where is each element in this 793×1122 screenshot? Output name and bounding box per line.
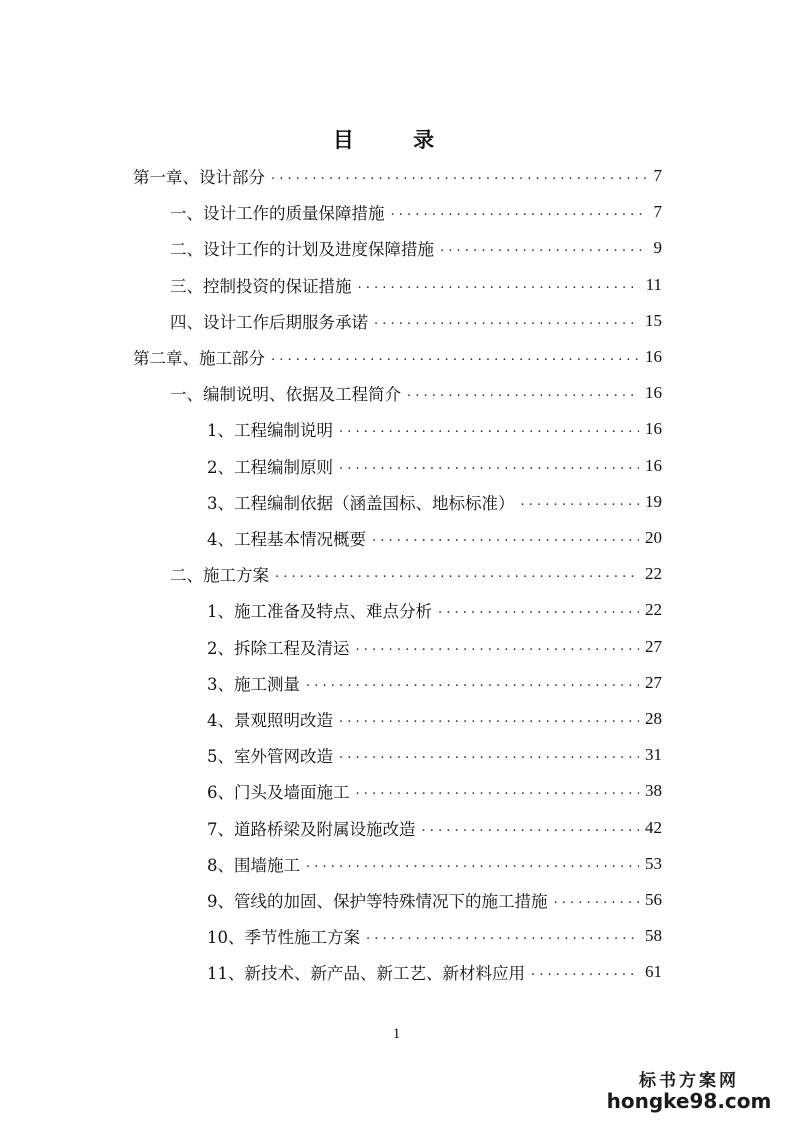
- toc-entry[interactable]: [207, 411, 662, 447]
- toc-entry[interactable]: [170, 194, 662, 230]
- toc-entry-page: 9: [653, 238, 662, 258]
- toc-entry-label: 二、设计工作的计划及进度保障措施: [170, 240, 434, 260]
- toc-dot-leader: [374, 303, 639, 339]
- toc-entry-page: 22: [645, 600, 662, 620]
- watermark-title: 标书方案网: [639, 1071, 739, 1091]
- toc-entry-label: 9、管线的加固、保护等特殊情况下的施工措施: [207, 892, 548, 911]
- toc-dot-leader: [271, 339, 639, 375]
- toc-dot-leader: [372, 520, 639, 556]
- toc-entry-label: 4、工程基本情况概要: [207, 530, 366, 549]
- toc-entry-label: 第二章、施工部分: [133, 349, 265, 368]
- toc-dot-leader: [275, 556, 639, 592]
- toc-entry-label: 三、控制投资的保证措施: [170, 276, 352, 296]
- toc-dot-leader: [339, 737, 639, 773]
- toc-entry[interactable]: [207, 918, 662, 954]
- toc-entry-page: 16: [645, 419, 662, 439]
- toc-entry-label: 1、工程编制说明: [207, 421, 333, 441]
- toc-dot-leader: [339, 411, 639, 447]
- toc-entry[interactable]: [207, 954, 662, 990]
- toc-dot-leader: [366, 918, 639, 954]
- toc-entry[interactable]: [133, 339, 662, 375]
- toc-dot-leader: [521, 484, 640, 520]
- toc-entry-page: 61: [645, 962, 662, 982]
- toc-entry-label: 1、施工准备及特点、难点分析: [207, 602, 432, 622]
- toc-dot-leader: [438, 592, 639, 628]
- toc-entry-page: 42: [645, 817, 662, 837]
- toc-entry-page: 16: [645, 383, 662, 403]
- toc-entry[interactable]: [207, 448, 662, 484]
- toc-entry-label: 4、景观照明改造: [207, 711, 333, 730]
- toc-entry[interactable]: [170, 230, 662, 266]
- toc-entry-label: 一、设计工作的质量保障措施: [170, 204, 385, 224]
- toc-entry[interactable]: [133, 158, 662, 194]
- toc-entry-page: 58: [645, 926, 662, 946]
- toc-entry-label: 二、施工方案: [170, 566, 269, 586]
- toc-entry-page: 22: [645, 564, 662, 584]
- toc-dot-leader: [554, 882, 640, 918]
- toc-entry-label: 8、围墙施工: [207, 855, 300, 875]
- page-number: 1: [392, 1026, 401, 1042]
- toc-entry-page: 15: [645, 310, 662, 330]
- toc-entry[interactable]: [207, 665, 662, 701]
- watermark-url: hongke98.com: [606, 1089, 772, 1113]
- toc-entry-label: 2、拆除工程及清运: [207, 638, 350, 658]
- toc-entry[interactable]: [207, 484, 662, 520]
- toc-entry-label: 3、工程编制依据（涵盖国标、地标标准）: [207, 493, 515, 513]
- toc-entry[interactable]: [207, 773, 662, 809]
- toc-entry[interactable]: [170, 267, 662, 303]
- toc-dot-leader: [271, 158, 648, 194]
- toc-entry-page: 28: [645, 709, 662, 728]
- toc-entry-label: 11、新技术、新产品、新工艺、新材料应用: [207, 964, 525, 984]
- toc-dot-leader: [531, 954, 639, 990]
- toc-dot-leader: [356, 629, 640, 665]
- toc-entry-page: 38: [645, 781, 662, 801]
- toc-entry-label: 5、室外管网改造: [207, 747, 333, 767]
- toc-title: 目 录: [332, 127, 461, 152]
- toc-entry-label: 2、工程编制原则: [207, 457, 333, 477]
- watermark: [599, 1066, 779, 1113]
- toc-entry-page: 7: [653, 202, 662, 222]
- toc-entry-label: 6、门头及墙面施工: [207, 783, 350, 803]
- toc-entry[interactable]: [207, 737, 662, 773]
- toc-dot-leader: [339, 701, 639, 737]
- toc-entry[interactable]: [207, 629, 662, 665]
- toc-entry-page: 56: [645, 890, 662, 909]
- toc-entry[interactable]: [207, 701, 662, 737]
- toc-entry-page: 53: [645, 853, 662, 873]
- toc-entry[interactable]: [170, 303, 662, 339]
- toc-entry-label: 一、编制说明、依据及工程简介: [170, 385, 401, 405]
- toc-entry-label: 第一章、设计部分: [133, 168, 265, 187]
- toc-entry[interactable]: [207, 882, 662, 918]
- toc-dot-leader: [306, 846, 639, 882]
- toc-dot-leader: [391, 194, 648, 230]
- toc-entry[interactable]: [170, 556, 662, 592]
- toc-entry[interactable]: [207, 810, 662, 846]
- toc-entry-page: 11: [645, 274, 662, 294]
- toc-entry[interactable]: [207, 592, 662, 628]
- toc-entry-label: 7、道路桥梁及附属设施改造: [207, 819, 416, 839]
- toc-entry-page: 16: [645, 347, 662, 366]
- toc-dot-leader: [358, 267, 640, 303]
- toc-entry[interactable]: [170, 375, 662, 411]
- toc-dot-leader: [306, 665, 639, 701]
- toc-dot-leader: [407, 375, 639, 411]
- toc-entry-page: 19: [645, 491, 662, 511]
- toc-entry-label: 10、季节性施工方案: [207, 928, 360, 948]
- toc-entry-label: 四、设计工作后期服务承诺: [170, 312, 368, 332]
- toc-entry-page: 31: [645, 745, 662, 765]
- toc-dot-leader: [339, 448, 639, 484]
- toc-entry-page: 27: [645, 636, 662, 656]
- toc-dot-leader: [422, 810, 640, 846]
- toc-dot-leader: [356, 773, 640, 809]
- toc-entry-page: 27: [645, 672, 662, 692]
- toc-entry-page: 20: [645, 528, 662, 547]
- toc-dot-leader: [440, 230, 648, 266]
- toc-entry[interactable]: [207, 846, 662, 882]
- toc-entry[interactable]: [207, 520, 662, 556]
- toc-entry-label: 3、施工测量: [207, 674, 300, 694]
- toc-entry-page: 16: [645, 455, 662, 475]
- toc-entry-page: 7: [653, 166, 662, 185]
